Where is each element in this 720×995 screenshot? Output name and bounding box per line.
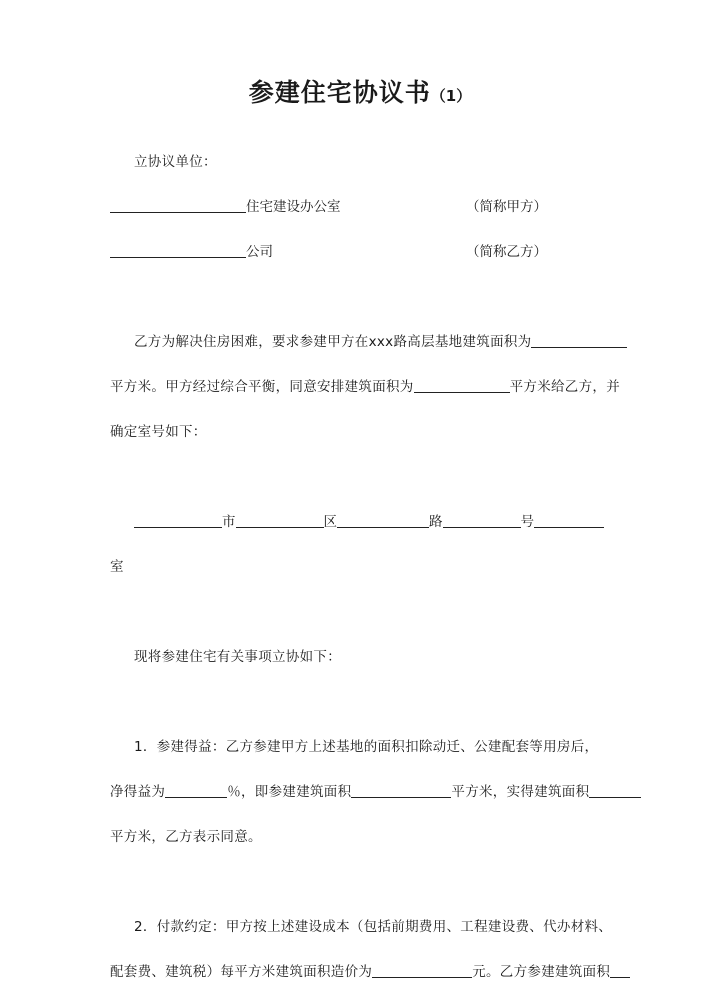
clause-2-price-blank[interactable] [372,963,472,978]
clause-2-text-1: 甲方按上述建设成本（包括前期费用、工程建设费、代办材料、 [225,919,613,935]
address-unit-road: 路 [429,514,443,530]
clause-2-line-1 [110,905,615,950]
document-body [110,140,621,995]
party-a-left [110,185,466,230]
clause-2-line-2 [110,950,615,995]
party-b-left [110,230,466,275]
party-b-note: （简称乙方） [466,244,547,260]
party-b-name: 公司 [246,244,273,260]
clause-1-text-2b: ％，即参建建筑面积 [227,784,352,800]
address-road-blank[interactable] [337,513,429,528]
party-a-name: 住宅建设办公室 [246,199,341,215]
clause-2-text-2b: 元。乙方参建建筑面积 [472,964,611,980]
clause-1-text-1: 乙方参建甲方上述基地的面积扣除动迁、公建配套等用房后， [225,739,599,755]
spacer [110,455,615,500]
title-suffix-text: （1） [430,87,472,105]
address-room-blank[interactable] [534,513,604,528]
clause-1-title: 参建得益： [156,739,226,755]
address-number-blank[interactable] [443,513,521,528]
party-a-row [110,185,615,230]
clause-1-line-1 [110,725,615,770]
spacer [110,860,615,905]
address-unit-district: 区 [323,514,337,530]
address-fill-row [110,500,615,545]
spacer [110,590,615,635]
address-unit-number: 号 [520,514,534,530]
clause-1-percent-blank[interactable] [165,783,227,798]
clause-1-actual-area-blank[interactable] [589,783,641,798]
parties-heading: 立协议单位： [134,154,217,170]
intro-line-2-text-a: 平方米。甲方经过综合平衡，同意安排建筑面积为 [110,379,414,395]
intro-area-blank-1[interactable] [531,333,627,348]
clause-2-title: 付款约定： [156,919,226,935]
address-room-unit-line: 室 [110,559,124,575]
clause-1-text-2a: 净得益为 [110,784,166,800]
lead-in-paragraph: 现将参建住宅有关事项立协如下： [134,649,341,665]
address-city-blank[interactable] [134,513,222,528]
party-a-blank-field[interactable] [110,198,246,213]
title-main-text: 参建住宅协议书 [248,78,431,107]
address-district-blank[interactable] [236,513,324,528]
page-title [0,78,720,108]
clause-1-line-2 [110,770,615,815]
address-unit-city: 市 [222,514,236,530]
spacer [110,275,615,320]
intro-paragraph-line-2 [110,365,621,410]
clause-1-line-3: 平方米，乙方表示同意。 [110,829,262,845]
intro-area-blank-2[interactable] [414,378,510,393]
party-b-blank-field[interactable] [110,243,246,258]
spacer [110,680,615,725]
clause-2-text-2a: 配套费、建筑税）每平方米建筑面积造价为 [110,964,373,980]
party-b-row [110,230,615,275]
clause-2-area-blank[interactable] [610,963,630,978]
clause-2-number: 2． [134,919,157,935]
clause-1-number: 1． [134,739,157,755]
intro-paragraph-line-3: 确定室号如下： [110,424,207,440]
intro-paragraph-line-1 [110,320,615,365]
clause-1-text-2c: 平方米，实得建筑面积 [451,784,590,800]
party-a-note: （简称甲方） [466,199,547,215]
clause-1-area-blank[interactable] [351,783,451,798]
intro-line-2-text-b: 平方米给乙方，并 [509,379,621,395]
intro-line-1-text: 乙方为解决住房困难，要求参建甲方在xxx路高层基地建筑面积为 [134,334,532,350]
